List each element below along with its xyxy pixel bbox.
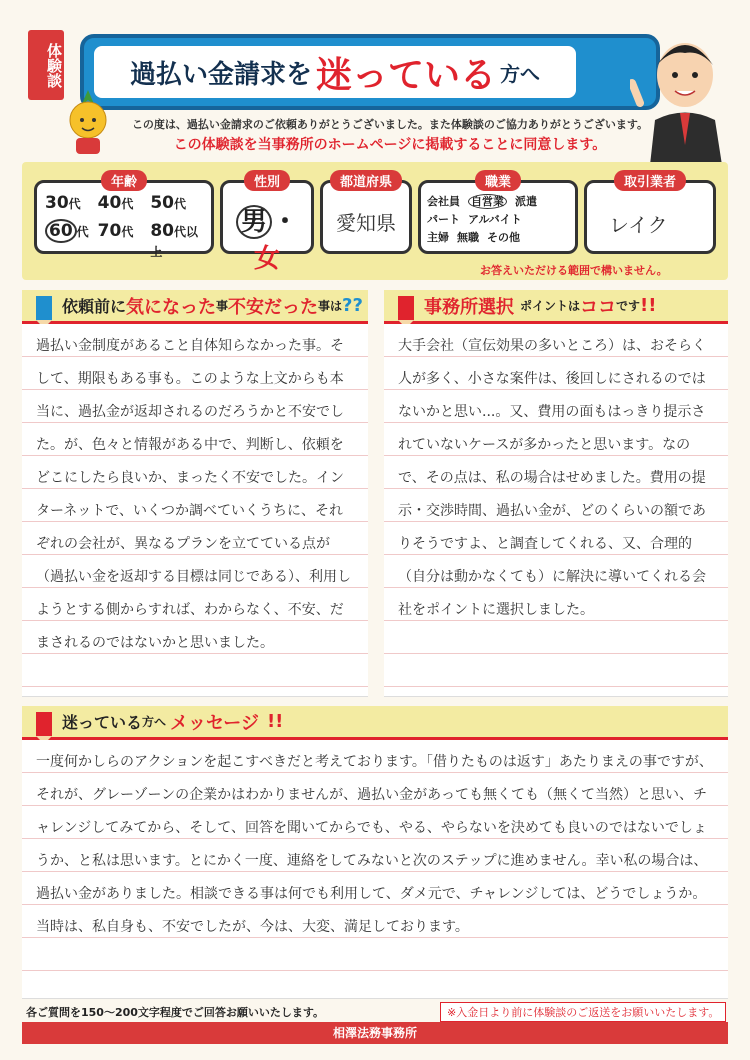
occupation-box: [418, 175, 578, 254]
heading-text: です: [616, 299, 641, 313]
panel-message: [22, 706, 728, 999]
panel-heading: [22, 290, 368, 324]
age-box: [34, 175, 214, 259]
job-option[interactable]: アルバイト: [468, 213, 522, 226]
firm-name: 相澤法務事務所: [22, 1022, 728, 1044]
heading-text: 依頼前に: [62, 297, 127, 316]
job-option[interactable]: 主婦: [427, 231, 449, 244]
exclamation-marks: !!: [640, 295, 657, 316]
job-option[interactable]: 会社員: [427, 195, 460, 208]
job-option[interactable]: 無職: [457, 231, 479, 244]
handwritten-answer: 一度何かしらのアクションを起こすべきだと考えております。「借りたものは返す」あたりまえの事ですが、それが、グレーゾーンの企業かはわかりませんが、過払い金があっても無くても（無くて当然）と思い、チャレンジしてみてから、そして、回答を聞いてからでも、やる、やらないを決めても良いのではないでしょうか、と私は思います。とにかく一度、連絡をしてみないと次のステップに進めません。幸い私の場合は、過払い金がありました。相談できる事は何でも利用して、ダメ元で、チャレンジしては、どうでしょうか。当時は、私自身も、不安でしたが、今は、大変、満足しております。: [36, 754, 713, 935]
heading-highlight: ココ: [580, 296, 617, 318]
age-option-60[interactable]: 60 代: [45, 221, 98, 261]
return-deadline-note: ※入金日より前に体験談のご返送をお願いいたします。: [440, 1002, 726, 1022]
lender-value: レイク: [609, 213, 668, 237]
age-option-80[interactable]: 80代以上: [150, 221, 199, 259]
gender-female[interactable]: 女: [253, 244, 280, 274]
heading-highlight: 不安だった: [228, 296, 319, 318]
gender-separator: ・: [272, 207, 299, 237]
title-post: 方へ: [500, 61, 541, 86]
prefecture-label: 都道府県: [330, 170, 402, 191]
age-option-50[interactable]: 50代: [150, 193, 187, 213]
age-label: 年齢: [101, 170, 147, 191]
prefecture-value: 愛知県: [336, 211, 396, 235]
job-option[interactable]: その他: [487, 231, 520, 244]
heading-highlight: 事務所選択: [424, 296, 514, 318]
gender-male[interactable]: 男: [236, 205, 272, 239]
gender-options: [223, 201, 311, 275]
gender-box: [220, 175, 314, 274]
experience-tag: 体験談: [28, 30, 64, 100]
heading-text: ポイントは: [520, 299, 581, 313]
heading-highlight: 気になった: [126, 296, 217, 318]
panel-heading: [22, 706, 728, 740]
title-pre: 過払い金請求を: [129, 59, 312, 90]
age-option-30[interactable]: 30代: [45, 193, 81, 213]
age-option-40[interactable]: 40代: [97, 193, 134, 213]
answer-length-note: 各ご質問を150〜200文字程度でご回答お願いいたします。: [26, 1006, 325, 1019]
heading-text: 事: [216, 299, 229, 313]
pineapple-mascot-icon: [62, 88, 114, 156]
age-option-70[interactable]: 70代: [97, 221, 134, 241]
heading-text: 方へ: [142, 715, 167, 729]
heading-text: 迷っている: [62, 713, 143, 732]
heading-highlight: メッセージ: [170, 712, 259, 734]
handwritten-answer: 大手会社（宣伝効果の多いところ）は、おそらく人が多く、小さな案件は、後回しにされるのではないかと思い...。又、費用の面もはっきり提示されていないケースが多かったと思います。なので、その点は、私の場合はせめました。費用の提示・交渉時間、過払い金が、どのくらいの額でありそうですよ、と調査してくれる、又、合理的（自分は動かなくても）に解決に導いてくれる会社をポイントに選択しました。: [398, 338, 706, 618]
panel-heading: [384, 290, 728, 324]
consent-text: この体験談を当事務所のホームページに掲載することに同意します。: [173, 137, 607, 153]
question-marks: ??: [342, 295, 363, 316]
handwritten-answer: 過払い金制度があること自体知らなかった事。そして、期限もある事も。このような上文からも本当に、過払金が返却されるのだろうかと不安でした。が、色々と情報がある中で、判断し、依頼をどこにしたら良いか、まったく不安でした。インターネットで、いくつか調べていくうちに、それぞれの会社が、異なるプランを立てている点が（過払い金を返却する目標は同じである）、利用しようとする側からすれば、わからなく、不安、だまされるのではないかと思いました。: [36, 338, 351, 651]
profile-note: お答えいただける範囲で構いません。: [480, 264, 668, 277]
title-banner: [80, 34, 660, 110]
lender-box: [584, 175, 716, 254]
job-option[interactable]: 派遣: [515, 195, 537, 208]
occupation-label: 職業: [475, 170, 521, 191]
prefecture-box: [320, 175, 412, 254]
job-option[interactable]: パート: [427, 213, 460, 226]
lender-label: 取引業者: [614, 170, 686, 191]
heading-text: 事は: [318, 299, 343, 313]
exclamation-marks: !!: [266, 711, 284, 732]
title-highlight: 迷っている: [316, 54, 497, 96]
intro-text: この度は、過払い金請求のご依頼ありがとうございました。また体験談のご協力ありがとうございます。: [131, 118, 649, 131]
panel-office-choice: [384, 290, 728, 697]
gender-label: 性別: [244, 170, 290, 191]
occupation-options: [427, 193, 569, 247]
job-option-selected[interactable]: 自営業: [468, 194, 507, 209]
age-options: [45, 193, 203, 261]
page-title: [94, 46, 576, 98]
panel-before-request: [22, 290, 368, 697]
